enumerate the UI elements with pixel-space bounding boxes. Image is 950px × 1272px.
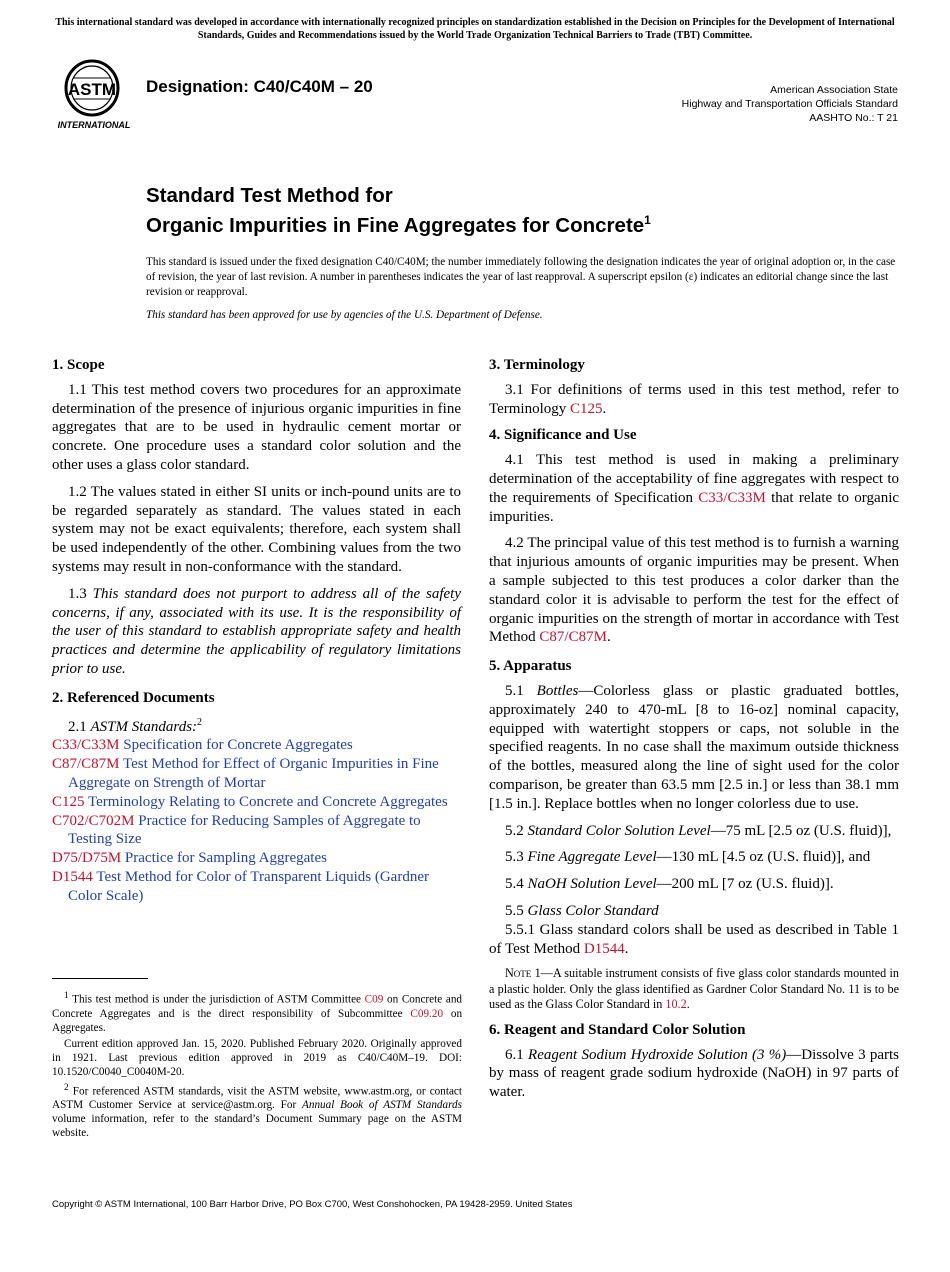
reagent-heading: 6. Reagent and Standard Color Solution [489,1021,746,1038]
designation: Designation: C40/C40M – 20 [146,77,373,96]
title-footnote-mark: 1 [644,213,651,227]
aashto-line-1: American Association State [770,84,898,96]
ref-title-link[interactable]: Test Method for Effect of Organic Impurities in Fine Aggregate on Strength of Mortar [68,756,439,791]
designation-label: Designation: C40/C40M [146,77,335,96]
d1544-link[interactable]: D1544 [583,940,625,957]
ref-item[interactable] [52,793,461,812]
scope-heading: 1. Scope [52,357,105,373]
copyright-footer: Copyright © ASTM International, 100 Barr Harbor Drive, PO Box C700, West Conshohocken, PA 19428-2959. United States [52,1199,573,1210]
ref-title-link[interactable]: Practice for Reducing Samples of Aggregate to Testing Size [68,812,421,848]
title-line-1: Standard Test Method for [146,184,393,207]
ref-code-link[interactable]: C702/C702M [52,812,135,829]
section-10-2-link[interactable]: 10.2 [665,997,687,1012]
document-title [146,184,651,238]
aashto-line-3: AASHTO No.: T 21 [809,112,898,124]
ref-title-link[interactable]: Practice for Sampling Aggregates [124,850,327,867]
ref-title-link[interactable]: Specification for Concrete Aggregates [123,737,353,754]
c87-link[interactable]: C87/C87M [539,629,607,646]
c125-link[interactable]: C125 [570,400,603,417]
ref-code-link[interactable]: C87/C87M [52,756,120,773]
para-2-1: 2.1 ASTM Standards:$^2$ [68,716,203,735]
issuance-notice: This standard is issued under the fixed designation C40/C40M; the number immediately following the designation indicates the year of original adoption or, in the case of revision, the year of last revision. A number in parentheses indicates the year of last reapproval. A superscript epsilon (ε) indicates an editorial change since the last revision or reapproval. [146,256,896,298]
ref-item[interactable] [52,812,461,850]
para-1-3: 1.3 This standard does not purport to address all of the safety concerns, if any, associated with its use. It is the responsibility of the user of this standard to establish appropriate safety and health practices and determine the applicability of regulatory limitations prior to use. [52,585,462,677]
c33-link[interactable]: C33/C33M [698,489,766,506]
ref-item[interactable] [52,868,461,906]
para-5-3: 5.3 Fine Aggregate Level—130 mL [4.5 oz (U.S. fluid)], and [505,849,871,866]
dod-notice: This standard has been approved for use by agencies of the U.S. Department of Defense. [146,309,543,321]
footnote-divider [52,978,148,979]
para-1-1: 1.1 This test method covers two procedures for an approximate determination of the presence of injurious organic impurities in fine aggregates that are to be used in hydraulic cement mortar or concrete. One procedure uses a standard color solution and the other uses a glass color standard. [52,381,461,473]
terminology-heading: 3. Terminology [489,357,585,373]
ref-code-link[interactable]: D1544 [52,868,93,885]
subcommittee-c0920-link[interactable]: C09.20 [410,1007,444,1020]
para-5-2: 5.2 Standard Color Solution Level—75 mL [2.5 oz (U.S. fluid)], [505,822,892,839]
left-column [52,356,461,906]
footnotes [52,989,462,1142]
designation-year: 20 [353,77,373,96]
astm-logo [52,58,136,132]
safety-statement: This standard does not purport to address all of the safety concerns, if any, associated with its use. It is the responsibility of the user of this standard to establish appropriate safety and health practices and determine the applicability of regulatory limitations prior to use. [52,585,462,677]
para-5-1: 5.1 Bottles—Colorless glass or plastic graduated bottles, approximately 240 to 470-mL [8 to 16-oz] nominal capacity, equipped with watertight stoppers or caps, not soluble in the specified reagents. In no case shall the maximum outside thickness of the bottles, measured along the line of sight used for the color comparison, be greater than 63.5 mm [2.5 in.] or less than 38.1 mm [1.5 in.]. Replace bottles when no longer colorless due to use. [489,682,900,812]
para-4-2: 4.2 The principal value of this test method is to furnish a warning that injurious amounts of organic impurities may be present. When a sample subjected to this test produces a color darker than the standard color it is advisable to perform the test for the effect of organic impurities on the strength of mortar in accordance with Test Method C87/C87M. [489,535,899,646]
refdocs-heading: 2. Referenced Documents [52,689,215,706]
right-column [489,356,899,1110]
para-5-5: 5.5 Glass Color Standard [505,902,659,919]
committee-c09-link[interactable]: C09 [364,993,384,1006]
astm-logo-subtext: INTERNATIONAL [57,120,131,130]
aashto-line-2: Highway and Transportation Officials Standard [681,98,898,110]
astm-logo-text: ASTM [67,80,117,99]
para-5-4: 5.4 NaOH Solution Level—200 mL [7 oz (U.S. fluid)]. [505,876,834,893]
para-4-1: 4.1 This test method is used in making a preliminary determination of the acceptability of fine aggregates with respect to the requirements of Specification C33/C33M that relate to organic impurities. [489,452,900,525]
note-1: Note 1—A suitable instrument consists of five glass color standards mounted in a plastic holder. Only the glass identified as Gardner Color Standard No. 11 is to be used as the Glass Color Standard in 10.2. [489,966,899,1012]
footnote-2: $^2$ For referenced ASTM standards, visit the ASTM website, www.astm.org, or contact ASTM Customer Service at service@astm.org. For Annual Book of ASTM Standards volume information, refer to the standard’s Document Summary page on the ASTM website. [52,1082,462,1140]
ref-title-link[interactable]: Test Method for Color of Transparent Liquids (Gardner Color Scale) [68,868,429,904]
para-5-5-1: 5.5.1 Glass standard colors shall be used as described in Table 1 of Test Method D1544. [489,921,899,957]
title-line-2: Organic Impurities in Fine Aggregates for Concrete [146,213,645,237]
apparatus-heading: 5. Apparatus [489,658,572,675]
ref-item[interactable] [52,736,461,755]
ref-item[interactable] [52,755,461,793]
ref-item[interactable] [52,849,461,868]
ref-title-link[interactable]: Terminology Relating to Concrete and Concrete Aggregates [88,793,448,810]
ref-code-link[interactable]: C125 [52,793,85,810]
ref-code-link[interactable]: D75/D75M [52,850,122,867]
footnote-edition: Current edition approved Jan. 15, 2020. Published February 2020. Originally approved in 1921. Last previous edition approved in 2019 as C40/C40M–19. DOI: 10.1520/C0040_C0040M-20. [52,1037,462,1078]
para-3-1: 3.1 For definitions of terms used in this test method, refer to Terminology C125. [489,381,899,417]
footnote-1: $^1$ This test method is under the jurisdiction of ASTM Committee C09 on Concrete and Concrete Aggregates and is the direct responsibility of Subcommittee C09.20 on Aggregates. [52,991,463,1034]
para-6-1: 6.1 Reagent Sodium Hydroxide Solution (3 %)—Dissolve 3 parts by mass of reagent grade sodium hydroxide (NaOH) in 97 parts of water. [489,1046,900,1101]
para-1-2: 1.2 The values stated in either SI units or inch-pound units are to be regarded separately as standard. The values stated in each system may not be exact equivalents; therefore, each system shall be used independently of the other. Combining values from the two systems may result in non-conformance with the standard. [52,483,461,575]
wto-notice: This international standard was developed in accordance with internationally recognized principles on standardization established in the Decision on Principles for the Development of International Standards, Guides and Recommendations issued by the World Trade Organization Technical Barriers to Trade (TBT) Committee. [55,17,895,41]
ref-code-link[interactable]: C33/C33M [52,737,120,754]
significance-heading: 4. Significance and Use [489,427,637,444]
aashto-block [682,83,898,125]
